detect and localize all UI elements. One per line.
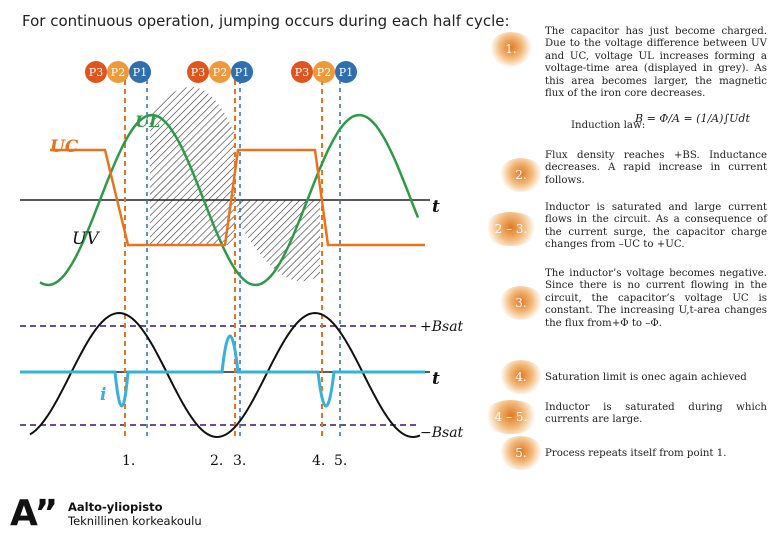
step-text-2: Flux density reaches +BS. Inductance decreases. A rapid increase in current follows.	[545, 150, 767, 186]
step-text-6: Inductor is saturated during which currents are large.	[545, 402, 767, 426]
logo-name: Aalto-yliopisto	[68, 500, 163, 514]
label-t-upper: t	[432, 197, 440, 217]
bottom-marker-4: 4.	[312, 453, 326, 469]
step-badge-3: 2 – 3.	[483, 212, 539, 246]
induction-law-label: Induction law:	[571, 120, 646, 131]
hatched-area-1	[150, 87, 235, 245]
point-label-1-1: P3	[88, 66, 104, 79]
step-text-1: The capacitor has just become charged. Due to the voltage difference between UV and UC, voltage UL increases forming a voltage-time area (displayed in grey). As this area becomes larger, the magnetic flux of the iron core decreases.	[545, 26, 767, 100]
label-bsat-positive: +Bsat	[420, 319, 464, 335]
point-label-2-3: P1	[234, 66, 250, 79]
logo-mark: A”	[10, 493, 59, 534]
label-uc: UC	[50, 137, 79, 157]
label-t-lower: t	[432, 369, 440, 389]
point-label-2-2: P2	[212, 66, 228, 79]
induction-law-formula: B = Φ/A = (1/A)∫Udt	[635, 112, 750, 125]
label-bsat-negative: −Bsat	[420, 425, 464, 441]
logo-subtitle: Teknillinen korkeakoulu	[68, 514, 202, 528]
bottom-marker-5: 5.	[334, 453, 348, 469]
bottom-marker-2: 2.	[210, 453, 224, 469]
point-label-3-1: P3	[294, 66, 310, 79]
flux-sine-wave	[30, 313, 420, 437]
steps-panel	[475, 20, 775, 480]
step-badge-7: 5.	[499, 436, 543, 470]
point-label-2-1: P3	[190, 66, 206, 79]
step-badge-4: 3.	[499, 286, 543, 320]
bottom-marker-1: 1.	[122, 453, 136, 469]
point-label-3-3: P1	[338, 66, 354, 79]
label-uv: UV	[72, 229, 99, 249]
step-badge-6: 4 – 5.	[483, 400, 539, 434]
point-label-3-2: P2	[316, 66, 332, 79]
slide-title: For continuous operation, jumping occurs during each half cycle:	[22, 12, 510, 30]
step-text-3: Inductor is saturated and large current flows in the circuit. As a consequence of the current surge, the capacitor charge changes from –UC to +UC.	[545, 202, 767, 251]
label-i: i	[100, 385, 107, 405]
step-text-4: The inductor’s voltage becomes negative. Since there is no current flowing in the circuit, the capacitor’s voltage UC is constant. The increasing U,t-area changes the flux from+Φ to –Φ.	[545, 268, 767, 329]
step-text-7: Process repeats itself from point 1.	[545, 448, 727, 459]
label-ul: UL	[135, 112, 161, 131]
aalto-logo	[10, 494, 250, 534]
waveform-diagram	[0, 40, 470, 520]
step-text-5: Saturation limit is onec again achieved	[545, 372, 747, 383]
step-badge-2: 2.	[499, 158, 543, 192]
current-wave	[20, 336, 425, 406]
bottom-marker-3: 3.	[233, 453, 247, 469]
step-badge-1: 1.	[489, 32, 533, 66]
step-badge-5: 4.	[499, 360, 543, 394]
point-label-1-3: P1	[132, 66, 148, 79]
uc-voltage-wave	[50, 150, 425, 245]
point-label-1-2: P2	[110, 66, 126, 79]
